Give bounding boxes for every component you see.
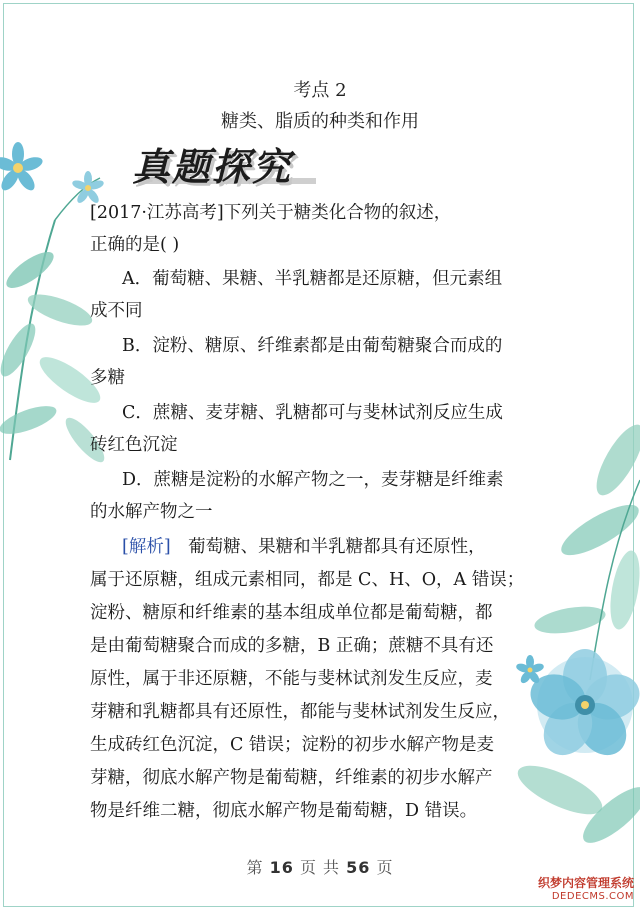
- option-a-line-2: 成不同: [90, 301, 143, 321]
- watermark: [538, 874, 634, 902]
- analysis-first-line: [122, 534, 592, 560]
- section-title: 考点 2: [293, 80, 347, 101]
- footer-middle: 页 共: [299, 858, 341, 877]
- analysis-line: 物是纤维二糖，彻底水解产物是葡萄糖，D 错误。: [90, 801, 478, 821]
- option-c-line-2: 砖红色沉淀: [90, 435, 178, 455]
- analysis-tag: [解析]: [122, 537, 171, 557]
- section-subtitle: 糖类、脂质的种类和作用: [221, 111, 419, 132]
- total-page-number: 56: [346, 858, 371, 877]
- question-stem-line-2: 正确的是( ): [90, 235, 180, 255]
- current-page-number: 16: [269, 858, 294, 877]
- option-d-line-2: 的水解产物之一: [90, 502, 213, 522]
- watermark-line-1: 织梦内容管理系统: [537, 876, 634, 890]
- option-b-line-2: 多糖: [90, 368, 125, 388]
- option-c-line-1: C．蔗糖、麦芽糖、乳糖都可与斐林试剂反应生成: [122, 403, 503, 423]
- analysis-line: 芽糖和乳糖都具有还原性，都能与斐林试剂发生反应，: [90, 702, 510, 722]
- analysis-line: 属于还原糖，组成元素相同，都是 C、H、O，A 错误；: [90, 570, 525, 590]
- watermark-line-2: DEDECMS.COM: [551, 891, 634, 902]
- question-stem-line-1: [2017·江苏高考]下列关于糖类化合物的叙述，: [90, 203, 452, 223]
- analysis-line: 淀粉、糖原和纤维素的基本组成单位都是葡萄糖，都: [90, 603, 493, 623]
- analysis-line: 芽糖，彻底水解产物是葡萄糖，纤维素的初步水解产: [90, 768, 493, 788]
- option-d-line-1: D．蔗糖是淀粉的水解产物之一，麦芽糖是纤维素: [122, 470, 504, 490]
- footer-suffix: 页: [376, 858, 394, 877]
- footer-prefix: 第: [246, 858, 264, 877]
- option-b-line-1: B．淀粉、糖原、纤维素都是由葡萄糖聚合而成的: [122, 336, 503, 356]
- analysis-line: 原性，属于非还原糖，不能与斐林试剂发生反应，麦: [90, 669, 493, 689]
- analysis-first-text: 葡萄糖、果糖和半乳糖都具有还原性，: [170, 537, 486, 557]
- option-a-line-1: A．葡萄糖、果糖、半乳糖都是还原糖，但元素组: [122, 269, 503, 289]
- analysis-line: 生成砖红色沉淀，C 错误；淀粉的初步水解产物是麦: [90, 735, 494, 755]
- analysis-line: 是由葡萄糖聚合而成的多糖，B 正确；蔗糖不具有还: [90, 636, 494, 656]
- banner-heading: 真题探究: [132, 145, 293, 189]
